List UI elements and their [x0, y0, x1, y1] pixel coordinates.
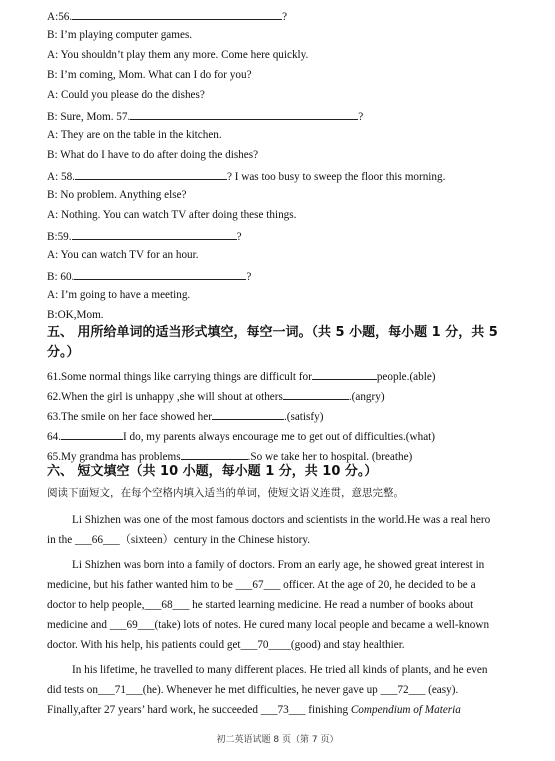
line-text: A:56. [47, 11, 73, 23]
answer-blank-68[interactable]: ___68___ [144, 599, 190, 611]
answer-blank-56[interactable] [72, 8, 282, 20]
passage-text: he started learning medicine. He read a number of books about [189, 599, 474, 611]
question-hint: I do, my parents always encourage me to get out of difficulties.(what) [122, 431, 435, 443]
line-text: A: 58. [47, 171, 75, 183]
dialogue-line: A: I’m going to have a meeting. [47, 289, 191, 301]
line-text: B: Sure, Mom. 57. [47, 111, 131, 123]
page-footer: 初二英语试题 8 页（第 7 页） [216, 735, 339, 745]
line-text: B:59. [47, 231, 72, 243]
answer-blank-62[interactable] [283, 388, 349, 400]
answer-blank-58[interactable] [75, 168, 227, 180]
answer-blank-66[interactable]: ___66___ [74, 534, 120, 546]
dialogue-line: B: No problem. Anything else? [47, 189, 187, 201]
passage-text: （sixteen）century in the Chinese history. [119, 534, 311, 546]
dialogue-line: B: I’m playing computer games. [47, 29, 193, 41]
passage-text: doctor. With his help, his patients could get [47, 639, 241, 651]
dialogue-line-58 [47, 168, 445, 184]
passage-line-69 [47, 618, 489, 632]
answer-blank-72[interactable]: ___72___ [380, 684, 426, 696]
question-63 [47, 408, 323, 424]
line-end: ? I was too busy to sweep the floor this morning. [226, 171, 446, 183]
answer-blank-73[interactable]: ___73___ [260, 704, 306, 716]
answer-blank-69[interactable]: ___69___ [109, 619, 155, 631]
question-hint: .So we take her to hospital. (breathe) [247, 451, 413, 463]
answer-blank-67[interactable]: ___67___ [235, 579, 281, 591]
answer-blank-63[interactable] [212, 408, 284, 420]
dialogue-line: A: Nothing. You can watch TV after doing these things. [47, 209, 297, 221]
question-hint: people.(able) [376, 371, 436, 383]
passage-text: doctor to help people, [47, 599, 145, 611]
line-end: ? [236, 231, 242, 243]
passage-text: medicine and [47, 619, 110, 631]
passage-text: officer. At the age of 20, he decided to be a [280, 579, 476, 591]
question-hint: .(satisfy) [283, 411, 324, 423]
passage-line-66 [47, 533, 310, 547]
passage-text: did tests on [47, 684, 98, 696]
answer-blank-60[interactable] [74, 268, 246, 280]
answer-blank-59[interactable] [72, 228, 237, 240]
passage-line-68 [47, 598, 473, 612]
passage-text: (he). Whenever he met difficulties, he never gave up [142, 684, 381, 696]
passage-text: (good) and stay healthier. [290, 639, 405, 651]
dialogue-line: A: You shouldn’t play them any more. Come here quickly. [47, 49, 309, 61]
passage-line-71-72 [47, 683, 458, 697]
passage-text: (easy). [425, 684, 459, 696]
question-62 [47, 388, 385, 404]
question-text: 62.When the girl is unhappy ,she will shout at others [47, 391, 283, 403]
answer-blank-57[interactable] [130, 108, 358, 120]
line-end: ? [282, 11, 288, 23]
passage-text: in the [47, 534, 75, 546]
dialogue-line: A: You can watch TV for an hour. [47, 249, 199, 261]
question-61 [47, 368, 436, 384]
passage-text: medicine, but his father wanted him to be [47, 579, 236, 591]
section-5-title: 五、 用所给单词的适当形式填空，每空一词。（共 5 小题，每小题 1 分，共 5 [47, 325, 498, 340]
line-end: ? [246, 271, 252, 283]
question-64 [47, 428, 435, 444]
answer-blank-65[interactable] [181, 448, 248, 460]
section-6-title: 六、 短文填空（共 10 小题，每小题 1 分，共 10 分。） [47, 464, 378, 479]
dialogue-line-56 [47, 8, 287, 24]
line-text: B: 60. [47, 271, 75, 283]
passage-text: finishing [305, 704, 351, 716]
answer-blank-70[interactable]: ___70____ [240, 639, 291, 651]
question-hint: .(angry) [348, 391, 385, 403]
question-text: 65.My grandma has problems [47, 451, 181, 463]
passage-line-67 [47, 578, 476, 592]
book-title: Compendium of Materia [350, 704, 461, 716]
dialogue-line: B: I’m coming, Mom. What can I do for you? [47, 69, 252, 81]
line-end: ? [358, 111, 364, 123]
answer-blank-64[interactable] [61, 428, 123, 440]
dialogue-line: A: Could you please do the dishes? [47, 89, 205, 101]
passage-line: In his lifetime, he travelled to many different places. He tried all kinds of plants, and he even [72, 664, 488, 676]
passage-line: Li Shizhen was born into a family of doctors. From an early age, he showed great interest in [72, 559, 485, 571]
passage-line-70 [47, 638, 405, 652]
dialogue-line-59 [47, 228, 242, 244]
dialogue-line: A: They are on the table in the kitchen. [47, 129, 222, 141]
question-text: 61.Some normal things like carrying things are difficult for [47, 371, 312, 383]
question-text: 64. [47, 431, 61, 443]
passage-text: (take) lots of notes. He cured many local people and became a well-known [154, 619, 490, 631]
question-text: 63.The smile on her face showed her [47, 411, 212, 423]
passage-text: Finally,after 27 years’ hard work, he succeeded [47, 704, 261, 716]
answer-blank-61[interactable] [312, 368, 377, 380]
passage-line: Li Shizhen was one of the most famous doctors and scientists in the world.He was a real hero [72, 514, 491, 526]
passage-line-73 [47, 703, 461, 717]
dialogue-line-60 [47, 268, 251, 284]
dialogue-line-57 [47, 108, 363, 124]
section-6-instruction: 阅读下面短文，在每个空格内填入适当的单词，使短文语义连贯，意思完整。 [47, 487, 404, 499]
dialogue-line: B: What do I have to do after doing the dishes? [47, 149, 259, 161]
section-5-title-cont: 分。） [47, 345, 80, 360]
dialogue-line: B:OK,Mom. [47, 309, 104, 321]
answer-blank-71[interactable]: ___71___ [97, 684, 143, 696]
